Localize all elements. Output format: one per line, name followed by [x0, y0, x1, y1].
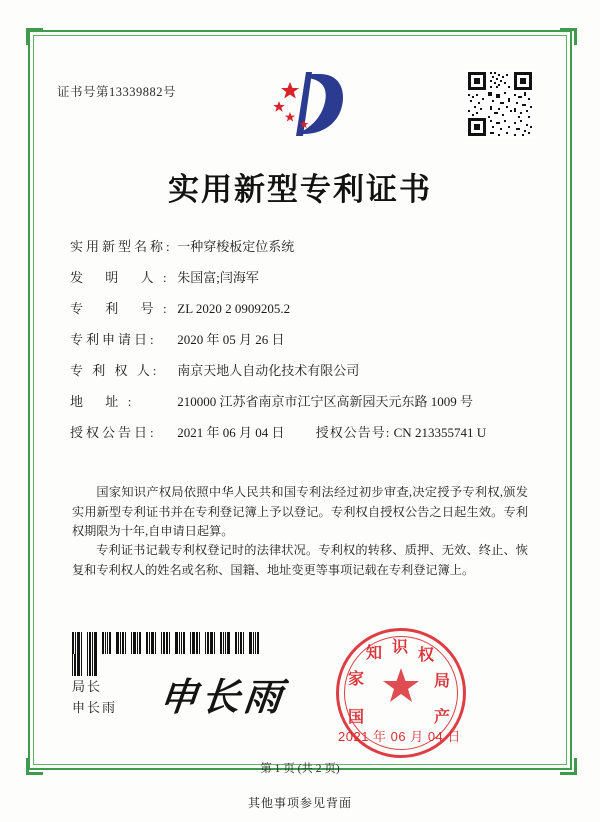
page-title: 实用新型专利证书	[168, 172, 432, 207]
field-row-inventor	[70, 267, 540, 298]
director-name-label: 申长雨	[72, 700, 118, 715]
legal-paragraph-2	[72, 541, 528, 580]
field-value: 210000 江苏省南京市江宁区高新园天元东路 1009 号	[177, 394, 474, 409]
field-row-name	[70, 236, 540, 267]
qr-code	[466, 70, 534, 138]
field-row-patentee	[70, 360, 540, 391]
director-title-label: 局长	[72, 679, 103, 694]
seal-date: 2021 年 06 月 04 日	[338, 729, 461, 744]
field-row-application-date	[70, 329, 540, 360]
field-label: 专利申请日:	[70, 332, 157, 347]
field-row-patent-number	[70, 298, 540, 329]
footnote: 其他事项参见背面	[247, 796, 352, 810]
field-row-grant	[70, 422, 540, 453]
field-list	[70, 236, 540, 453]
field-label: 授权公告日:	[70, 425, 157, 440]
field-label: 发 明 人:	[70, 270, 177, 285]
field-label: 专 利 权 人:	[70, 363, 160, 378]
grant-publication-number-value: CN 213355741 U	[393, 425, 487, 440]
grant-publication-number-label: 授权公告号:	[315, 425, 391, 440]
paragraph-text: 国家知识产权局依照中华人民共和国专利法经过初步审查,决定授予专利权,颁发实用新型专利证书并在专利登记簿上予以登记。专利权自授权公告之日起生效。专利权期限为十年,自申请日起算。	[72, 485, 528, 538]
field-value: 一种穿梭板定位系统	[177, 239, 295, 254]
seal-char-3: 局	[434, 673, 451, 690]
director-handwritten-signature: 申长雨	[157, 677, 288, 719]
seal-char-1: 识	[392, 639, 409, 656]
page-number: 第 1 页 (共 2 页)	[260, 763, 340, 775]
legal-paragraph-1	[72, 483, 528, 542]
seal-char-5: 家	[348, 671, 365, 688]
field-row-address	[70, 391, 540, 422]
paragraph-text: 专利证书记载专利权登记时的法律状况。专利权的转移、质押、无效、终止、恢复和专利权人的姓名或名称、国籍、地址变更等事项记载在专利登记簿上。	[72, 543, 528, 577]
barcode	[72, 632, 262, 654]
field-value: 2020 年 05 月 26 日	[177, 332, 285, 347]
field-value: 2021 年 06 月 04 日	[177, 425, 285, 440]
cnipa-logo-icon	[246, 68, 356, 138]
seal-star-icon	[381, 665, 421, 705]
certificate-number: 证书号第13339882号	[57, 85, 177, 99]
seal-char-6: 国	[348, 709, 365, 726]
seal-char-2: 权	[418, 647, 435, 664]
seal-char-7: 产	[434, 709, 451, 726]
corner-ornament-top-left	[26, 28, 43, 45]
field-value: 南京天地人自动化技术有限公司	[177, 363, 360, 378]
corner-ornament-top-right	[560, 28, 577, 45]
field-value: ZL 2020 2 0909205.2	[177, 301, 291, 316]
field-value: 朱国富;闫海军	[177, 270, 259, 285]
signature-labels	[72, 676, 117, 718]
field-label: 地 址:	[70, 394, 141, 409]
seal-char-4: 知	[366, 645, 383, 662]
field-label: 专 利 号:	[70, 301, 177, 316]
field-label: 实用新型名称:	[70, 239, 173, 254]
